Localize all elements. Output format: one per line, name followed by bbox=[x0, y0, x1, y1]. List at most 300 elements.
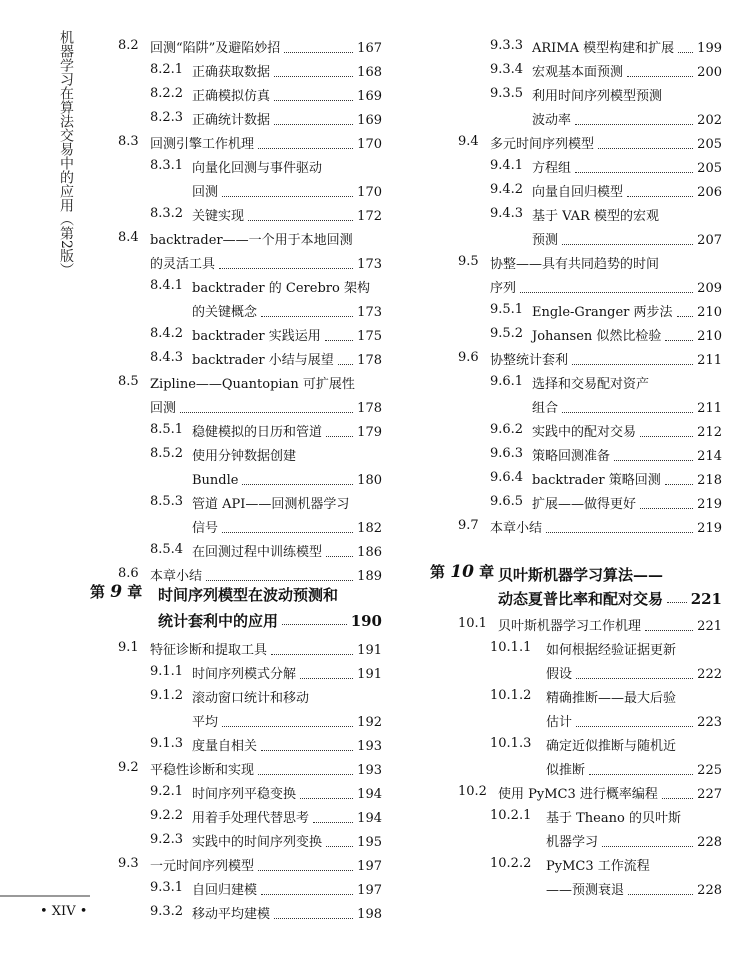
leader-dots bbox=[222, 196, 353, 197]
toc-entry-number: 9.6.5 bbox=[490, 494, 524, 509]
toc-entry-number: 9.3 bbox=[118, 856, 139, 871]
toc-entry[interactable] bbox=[150, 250, 382, 274]
toc-entry-page: 186 bbox=[357, 545, 382, 560]
book-title-vertical: 机器学习在算法交易中的应用（第2版） bbox=[58, 30, 74, 277]
leader-dots bbox=[300, 678, 353, 679]
toc-entry-number: 9.6.3 bbox=[490, 446, 524, 461]
toc-entry-number: 9.5 bbox=[458, 254, 479, 269]
toc-entry-title: 回测 bbox=[192, 185, 219, 200]
toc-entry-page: 178 bbox=[357, 353, 382, 368]
toc-entry-title: 正确获取数据 bbox=[192, 65, 271, 80]
toc-entry-page: 170 bbox=[357, 137, 382, 152]
toc-entry[interactable] bbox=[150, 828, 382, 852]
toc-entry-title: 本章小结 bbox=[150, 569, 203, 584]
toc-entry-title: 假设 bbox=[546, 667, 573, 682]
leader-dots bbox=[576, 726, 693, 727]
toc-entry[interactable] bbox=[150, 418, 382, 442]
toc-entry-title: 估计 bbox=[546, 715, 573, 730]
toc-entry[interactable] bbox=[490, 202, 722, 226]
toc-entry-number: 9.2.2 bbox=[150, 808, 184, 823]
toc-entry-page: 210 bbox=[697, 329, 722, 344]
leader-dots bbox=[640, 436, 693, 437]
toc-entry-title: 关键实现 bbox=[192, 209, 245, 224]
toc-entry-page: 209 bbox=[697, 281, 722, 296]
leader-dots bbox=[662, 798, 693, 799]
toc-entry-page: 189 bbox=[357, 569, 382, 584]
toc-entry-number: 10.2.2 bbox=[490, 856, 532, 871]
toc-entry-number: 9.4.1 bbox=[490, 158, 524, 173]
toc-entry-page: 192 bbox=[357, 715, 382, 730]
leader-dots bbox=[589, 774, 693, 775]
toc-entry-title: 协整——具有共同趋势的时间 bbox=[490, 257, 660, 272]
chapter-heading-row[interactable] bbox=[430, 560, 722, 584]
toc-entry-number: 9.6.4 bbox=[490, 470, 524, 485]
toc-entry[interactable] bbox=[490, 466, 722, 490]
toc-entry-title: 策略回测准备 bbox=[532, 449, 611, 464]
leader-dots bbox=[645, 630, 693, 631]
leader-dots bbox=[575, 172, 693, 173]
toc-entry-page: 200 bbox=[697, 65, 722, 80]
toc-entry-title: 特征诊断和提取工具 bbox=[150, 643, 268, 658]
leader-dots bbox=[219, 268, 353, 269]
toc-entry-page: 205 bbox=[697, 137, 722, 152]
toc-entry[interactable] bbox=[490, 82, 722, 106]
toc-entry-number: 8.2 bbox=[118, 38, 139, 53]
toc-entry-title: 精确推断——最大后验 bbox=[546, 691, 677, 706]
toc-entry[interactable] bbox=[150, 732, 382, 756]
toc-entry[interactable] bbox=[490, 804, 722, 828]
toc-entry-number: 8.4.3 bbox=[150, 350, 184, 365]
toc-entry-page: 193 bbox=[357, 739, 382, 754]
toc-entry-number: 9.2 bbox=[118, 760, 139, 775]
leader-dots bbox=[628, 894, 693, 895]
leader-dots bbox=[261, 316, 353, 317]
leader-dots bbox=[180, 412, 353, 413]
toc-entry-title: Zipline——Quantopian 可扩展性 bbox=[150, 377, 355, 392]
toc-entry-title: 向量化回测与事件驱动 bbox=[192, 161, 323, 176]
toc-entry-number: 9.2.1 bbox=[150, 784, 184, 799]
toc-entry[interactable] bbox=[150, 900, 382, 924]
toc-entry[interactable] bbox=[490, 298, 722, 322]
toc-entry-title: backtrader 的 Cerebro 架构 bbox=[192, 281, 370, 296]
chapter-heading-row[interactable] bbox=[158, 606, 382, 630]
toc-entry[interactable] bbox=[458, 780, 722, 804]
leader-dots bbox=[258, 870, 353, 871]
toc-entry-page: 210 bbox=[697, 305, 722, 320]
toc-entry-page: 173 bbox=[357, 305, 382, 320]
toc-entry-page: 212 bbox=[697, 425, 722, 440]
toc-entry[interactable] bbox=[118, 756, 382, 780]
leader-dots bbox=[274, 76, 353, 77]
toc-entry[interactable] bbox=[192, 514, 382, 538]
toc-entry-number: 9.5.1 bbox=[490, 302, 524, 317]
toc-entry-title: 基于 VAR 模型的宏观 bbox=[532, 209, 659, 224]
toc-entry-page: 169 bbox=[357, 113, 382, 128]
toc-entry[interactable] bbox=[490, 154, 722, 178]
leader-dots bbox=[300, 798, 353, 799]
toc-entry-page: 172 bbox=[357, 209, 382, 224]
toc-entry-title: 方程组 bbox=[532, 161, 572, 176]
toc-entry-number: 9.1.2 bbox=[150, 688, 184, 703]
toc-entry-title: 统计套利中的应用 bbox=[158, 612, 279, 630]
toc-entry-title: 基于 Theano 的贝叶斯 bbox=[546, 811, 681, 826]
toc-entry[interactable] bbox=[118, 370, 382, 394]
toc-entry-number: 8.5 bbox=[118, 374, 139, 389]
toc-entry-number: 8.5.1 bbox=[150, 422, 184, 437]
leader-dots bbox=[258, 774, 353, 775]
toc-entry[interactable] bbox=[546, 708, 722, 732]
toc-entry-title: PyMC3 工作流程 bbox=[546, 859, 650, 874]
toc-entry-title: 的灵活工具 bbox=[150, 257, 216, 272]
toc-entry-title: 正确统计数据 bbox=[192, 113, 271, 128]
toc-entry[interactable] bbox=[458, 612, 722, 636]
toc-entry-page: 191 bbox=[357, 643, 382, 658]
toc-entry[interactable] bbox=[532, 226, 722, 250]
toc-entry-title: Bundle bbox=[192, 473, 239, 488]
toc-entry[interactable] bbox=[118, 34, 382, 58]
toc-entry-title: 使用分钟数据创建 bbox=[192, 449, 297, 464]
leader-dots bbox=[598, 148, 693, 149]
toc-entry-number: 9.5.2 bbox=[490, 326, 524, 341]
toc-entry-title: 回测 bbox=[150, 401, 177, 416]
toc-entry[interactable] bbox=[150, 322, 382, 346]
toc-entry-title: ARIMA 模型构建和扩展 bbox=[532, 41, 675, 56]
toc-entry-number: 9.3.3 bbox=[490, 38, 524, 53]
toc-entry[interactable] bbox=[150, 442, 382, 466]
toc-entry-page: 221 bbox=[697, 619, 722, 634]
toc-entry-number: 9.6.1 bbox=[490, 374, 524, 389]
toc-entry-page: 206 bbox=[697, 185, 722, 200]
toc-entry[interactable] bbox=[118, 130, 382, 154]
toc-entry-number: 10.1.3 bbox=[490, 736, 532, 751]
toc-entry-number: 8.2.1 bbox=[150, 62, 184, 77]
leader-dots bbox=[575, 124, 693, 125]
toc-entry-title: 移动平均建模 bbox=[192, 907, 271, 922]
toc-entry-title: backtrader——一个用于本地回测 bbox=[150, 233, 353, 248]
toc-entry-page: 191 bbox=[357, 667, 382, 682]
toc-entry-title: Johansen 似然比检验 bbox=[532, 329, 662, 344]
toc-entry-page: 197 bbox=[357, 883, 382, 898]
leader-dots bbox=[562, 244, 693, 245]
chapter-heading-row[interactable] bbox=[498, 584, 722, 608]
leader-dots bbox=[520, 292, 693, 293]
toc-entry[interactable] bbox=[546, 876, 722, 900]
toc-entry-number: 9.1.1 bbox=[150, 664, 184, 679]
toc-entry[interactable] bbox=[150, 82, 382, 106]
toc-entry[interactable] bbox=[118, 852, 382, 876]
toc-entry[interactable] bbox=[546, 660, 722, 684]
toc-entry-title: 似推断 bbox=[546, 763, 586, 778]
toc-entry-title: backtrader 小结与展望 bbox=[192, 353, 334, 368]
toc-entry-number: 第 9 章 bbox=[90, 582, 143, 602]
leader-dots bbox=[222, 532, 353, 533]
toc-entry-title: 扩展——做得更好 bbox=[532, 497, 637, 512]
toc-entry-title: 动态夏普比率和配对交易 bbox=[498, 590, 664, 608]
leader-dots bbox=[282, 624, 347, 625]
leader-dots bbox=[602, 846, 693, 847]
toc-entry[interactable] bbox=[150, 780, 382, 804]
toc-entry-title: backtrader 实践运用 bbox=[192, 329, 321, 344]
leader-dots bbox=[248, 220, 353, 221]
toc-entry-page: 225 bbox=[697, 763, 722, 778]
toc-entry[interactable] bbox=[192, 178, 382, 202]
toc-entry-title: 贝叶斯机器学习工作机理 bbox=[498, 619, 642, 634]
leader-dots bbox=[678, 52, 693, 53]
toc-entry-number: 8.6 bbox=[118, 566, 139, 581]
toc-entry-page: 219 bbox=[697, 521, 722, 536]
leader-dots bbox=[665, 484, 693, 485]
leader-dots bbox=[677, 316, 694, 317]
toc-entry-page: 169 bbox=[357, 89, 382, 104]
toc-entry-number: 9.6 bbox=[458, 350, 479, 365]
toc-entry-page: 228 bbox=[697, 835, 722, 850]
toc-entry-number: 8.5.4 bbox=[150, 542, 184, 557]
toc-entry[interactable] bbox=[192, 708, 382, 732]
toc-entry[interactable] bbox=[150, 394, 382, 418]
toc-entry-title: 波动率 bbox=[532, 113, 572, 128]
toc-entry-number: 9.2.3 bbox=[150, 832, 184, 847]
toc-entry-title: 选择和交易配对资产 bbox=[532, 377, 650, 392]
toc-entry-page: 207 bbox=[697, 233, 722, 248]
toc-entry-number: 9.4 bbox=[458, 134, 479, 149]
footer-rule bbox=[0, 895, 90, 897]
toc-entry[interactable] bbox=[490, 58, 722, 82]
toc-entry[interactable] bbox=[458, 250, 722, 274]
toc-entry-title: 回测引擎工作机理 bbox=[150, 137, 255, 152]
toc-entry-title: 协整统计套利 bbox=[490, 353, 569, 368]
toc-entry[interactable] bbox=[490, 178, 722, 202]
toc-entry-title: 在回测过程中训练模型 bbox=[192, 545, 323, 560]
toc-entry-number: 8.5.2 bbox=[150, 446, 184, 461]
leader-dots bbox=[271, 654, 353, 655]
toc-entry-number: 9.3.2 bbox=[150, 904, 184, 919]
toc-entry-page: 228 bbox=[697, 883, 722, 898]
toc-entry-number: 10.2.1 bbox=[490, 808, 532, 823]
leader-dots bbox=[667, 602, 687, 603]
toc-entry[interactable] bbox=[490, 852, 722, 876]
toc-entry-title: 时间序列模式分解 bbox=[192, 667, 297, 682]
leader-dots bbox=[261, 750, 353, 751]
toc-entry[interactable] bbox=[150, 660, 382, 684]
toc-entry-title: 宏观基本面预测 bbox=[532, 65, 624, 80]
toc-entry-title: 信号 bbox=[192, 521, 219, 536]
toc-entry-title: 正确模拟仿真 bbox=[192, 89, 271, 104]
toc-entry-title: 滚动窗口统计和移动 bbox=[192, 691, 310, 706]
toc-entry-title: 用着手处理代替思考 bbox=[192, 811, 310, 826]
toc-entry-title: 利用时间序列模型预测 bbox=[532, 89, 663, 104]
toc-entry[interactable] bbox=[490, 442, 722, 466]
toc-entry-title: 度量自相关 bbox=[192, 739, 258, 754]
leader-dots bbox=[562, 412, 693, 413]
toc-entry-number: 10.2 bbox=[458, 784, 487, 799]
toc-entry[interactable] bbox=[490, 490, 722, 514]
leader-dots bbox=[546, 532, 693, 533]
toc-entry[interactable] bbox=[490, 370, 722, 394]
leader-dots bbox=[284, 52, 353, 53]
toc-entry-number: 9.3.5 bbox=[490, 86, 524, 101]
toc-entry-page: 193 bbox=[357, 763, 382, 778]
toc-entry-number: 8.2.2 bbox=[150, 86, 184, 101]
toc-entry[interactable] bbox=[458, 346, 722, 370]
toc-entry-number: 9.4.3 bbox=[490, 206, 524, 221]
toc-entry[interactable] bbox=[150, 804, 382, 828]
toc-entry[interactable] bbox=[490, 322, 722, 346]
leader-dots bbox=[576, 678, 693, 679]
leader-dots bbox=[640, 508, 693, 509]
toc-entry-page: 168 bbox=[357, 65, 382, 80]
leader-dots bbox=[222, 726, 353, 727]
toc-entry-title: 机器学习 bbox=[546, 835, 599, 850]
toc-entry-page: 223 bbox=[697, 715, 722, 730]
leader-dots bbox=[614, 460, 693, 461]
toc-entry[interactable] bbox=[546, 756, 722, 780]
toc-entry-title: 确定近似推断与随机近 bbox=[546, 739, 677, 754]
toc-entry-title: Engle-Granger 两步法 bbox=[532, 305, 673, 320]
toc-entry-page: 173 bbox=[357, 257, 382, 272]
leader-dots bbox=[261, 894, 353, 895]
toc-entry-number: 8.5.3 bbox=[150, 494, 184, 509]
toc-entry-page: 218 bbox=[697, 473, 722, 488]
toc-entry-page: 199 bbox=[697, 41, 722, 56]
toc-entry[interactable] bbox=[150, 274, 382, 298]
toc-entry-title: 回测“陷阱”及避陷妙招 bbox=[150, 41, 281, 56]
leader-dots bbox=[274, 100, 353, 101]
leader-dots bbox=[274, 124, 353, 125]
leader-dots bbox=[665, 340, 693, 341]
toc-entry-title: 序列 bbox=[490, 281, 517, 296]
toc-entry-title: 实践中的配对交易 bbox=[532, 425, 637, 440]
toc-entry[interactable] bbox=[150, 684, 382, 708]
toc-entry-title: 的关键概念 bbox=[192, 305, 258, 320]
toc-entry-number: 9.3.4 bbox=[490, 62, 524, 77]
toc-entry-page: 194 bbox=[357, 811, 382, 826]
toc-entry-page: 170 bbox=[357, 185, 382, 200]
toc-entry-number: 8.4 bbox=[118, 230, 139, 245]
toc-entry-page: 167 bbox=[357, 41, 382, 56]
toc-entry-title: 本章小结 bbox=[490, 521, 543, 536]
toc-entry-number: 9.6.2 bbox=[490, 422, 524, 437]
toc-entry[interactable] bbox=[490, 732, 722, 756]
toc-entry-title: 管道 API——回测机器学习 bbox=[192, 497, 350, 512]
leader-dots bbox=[326, 846, 353, 847]
toc-entry-page: 194 bbox=[357, 787, 382, 802]
toc-entry-number: 8.4.2 bbox=[150, 326, 184, 341]
leader-dots bbox=[338, 364, 353, 365]
toc-entry[interactable] bbox=[458, 514, 722, 538]
toc-entry-number: 8.3.1 bbox=[150, 158, 184, 173]
toc-entry[interactable] bbox=[532, 106, 722, 130]
toc-entry[interactable] bbox=[192, 466, 382, 490]
toc-entry-title: 时间序列平稳变换 bbox=[192, 787, 297, 802]
toc-entry[interactable] bbox=[490, 684, 722, 708]
toc-entry-title: 稳健模拟的日历和管道 bbox=[192, 425, 323, 440]
toc-entry-title: 一元时间序列模型 bbox=[150, 859, 255, 874]
toc-entry[interactable] bbox=[118, 636, 382, 660]
toc-entry-page: 182 bbox=[357, 521, 382, 536]
toc-entry[interactable] bbox=[150, 154, 382, 178]
toc-entry-title: 如何根据经验证据更新 bbox=[546, 643, 677, 658]
toc-entry-title: 预测 bbox=[532, 233, 559, 248]
toc-entry[interactable] bbox=[458, 130, 722, 154]
toc-entry-page: 178 bbox=[357, 401, 382, 416]
leader-dots bbox=[242, 484, 353, 485]
toc-entry-page: 202 bbox=[697, 113, 722, 128]
leader-dots bbox=[326, 556, 353, 557]
toc-entry-number: 8.3.2 bbox=[150, 206, 184, 221]
toc-entry-page: 175 bbox=[357, 329, 382, 344]
toc-entry[interactable] bbox=[150, 202, 382, 226]
toc-entry[interactable] bbox=[192, 298, 382, 322]
toc-entry-page: 211 bbox=[697, 353, 722, 368]
toc-entry[interactable] bbox=[118, 226, 382, 250]
toc-entry[interactable] bbox=[490, 418, 722, 442]
toc-entry-page: 198 bbox=[357, 907, 382, 922]
toc-entry-number: 8.3 bbox=[118, 134, 139, 149]
toc-entry-page: 205 bbox=[697, 161, 722, 176]
toc-entry[interactable] bbox=[490, 274, 722, 298]
toc-entry-title: 平均 bbox=[192, 715, 219, 730]
toc-entry[interactable] bbox=[490, 34, 722, 58]
leader-dots bbox=[326, 436, 353, 437]
toc-entry-page: 190 bbox=[350, 612, 382, 630]
toc-entry-title: 实践中的时间序列变换 bbox=[192, 835, 323, 850]
leader-dots bbox=[274, 918, 353, 919]
toc-entry[interactable] bbox=[490, 636, 722, 660]
toc-entry-number: 10.1.2 bbox=[490, 688, 532, 703]
toc-entry-page: 227 bbox=[697, 787, 722, 802]
toc-entry-page: 195 bbox=[357, 835, 382, 850]
toc-entry-title: 向量自回归模型 bbox=[532, 185, 624, 200]
toc-entry[interactable] bbox=[150, 876, 382, 900]
toc-entry-page: 197 bbox=[357, 859, 382, 874]
toc-entry[interactable] bbox=[150, 346, 382, 370]
toc-entry-title: 使用 PyMC3 进行概率编程 bbox=[498, 787, 658, 802]
toc-entry[interactable] bbox=[150, 58, 382, 82]
chapter-heading-row[interactable] bbox=[90, 580, 382, 604]
leader-dots bbox=[313, 822, 353, 823]
toc-entry-page: 179 bbox=[357, 425, 382, 440]
leader-dots bbox=[258, 148, 353, 149]
toc-entry-number: 10.1 bbox=[458, 616, 487, 631]
toc-entry-title: 贝叶斯机器学习算法—— bbox=[498, 566, 664, 584]
page-number: • XIV • bbox=[40, 904, 88, 919]
leader-dots bbox=[572, 364, 693, 365]
toc-entry[interactable] bbox=[150, 106, 382, 130]
toc-entry-title: 自回归建模 bbox=[192, 883, 258, 898]
toc-entry-title: 平稳性诊断和实现 bbox=[150, 763, 255, 778]
toc-entry-title: 时间序列模型在波动预测和 bbox=[158, 586, 339, 604]
toc-entry[interactable] bbox=[532, 394, 722, 418]
toc-entry-title: backtrader 策略回测 bbox=[532, 473, 661, 488]
toc-entry-page: 221 bbox=[690, 590, 722, 608]
toc-entry-number: 9.1.3 bbox=[150, 736, 184, 751]
toc-entry-number: 9.1 bbox=[118, 640, 139, 655]
toc-entry-number: 8.2.3 bbox=[150, 110, 184, 125]
toc-entry[interactable] bbox=[150, 538, 382, 562]
leader-dots bbox=[627, 76, 693, 77]
toc-entry-page: 219 bbox=[697, 497, 722, 512]
toc-entry-page: 180 bbox=[357, 473, 382, 488]
toc-entry-page: 211 bbox=[697, 401, 722, 416]
toc-entry[interactable] bbox=[150, 490, 382, 514]
toc-entry-number: 9.7 bbox=[458, 518, 479, 533]
toc-entry-number: 9.3.1 bbox=[150, 880, 184, 895]
toc-entry-number: 第 10 章 bbox=[430, 562, 495, 582]
toc-entry-number: 9.4.2 bbox=[490, 182, 524, 197]
toc-entry-number: 8.4.1 bbox=[150, 278, 184, 293]
toc-entry-title: 多元时间序列模型 bbox=[490, 137, 595, 152]
toc-entry[interactable] bbox=[546, 828, 722, 852]
